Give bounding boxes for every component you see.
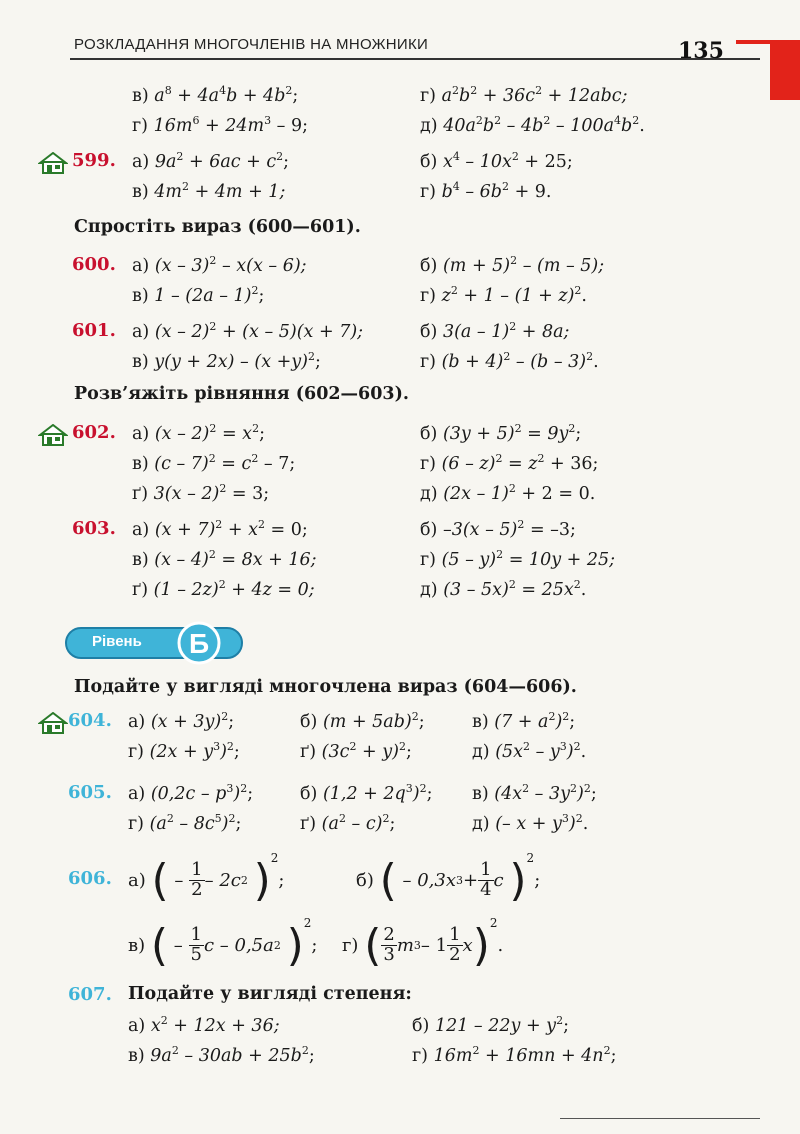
item-602-v: в) $(c - 7)^2 = c^2 - 7$; <box>132 452 296 474</box>
item-603-g2: ґ) (1 – 2z)$^2$ + 4z = 0; <box>132 578 315 600</box>
exercise-number-605: 605. <box>68 782 112 803</box>
item-602-a: а) $(x - 2)^2 = x^2$; <box>132 422 265 444</box>
level-word: Рівень <box>92 633 142 650</box>
item-604-v: в) $(7 + a^2)^2$; <box>472 710 576 732</box>
item-602-g: г) $(6 - z)^2 = z^2 + 36$; <box>420 452 599 474</box>
exercise-number-606: 606. <box>68 868 112 889</box>
item-606-b: б) ( – 0,3x 3 + $\frac{1}{4}$ c ) 2 ; <box>356 851 541 906</box>
item-603-d: д) $(3 - 5x)^2 = 25x^2$. <box>420 578 587 600</box>
footer-rule <box>560 1118 760 1119</box>
item-601-b: б) 3(a – 1)$^2$ + 8a; <box>420 320 570 342</box>
item-600-v: в) 1 – (2a – 1)$^2$; <box>132 284 265 306</box>
item-601-a: а) (x – 2)$^2$ + (x – 5)(x + 7); <box>132 320 364 342</box>
header-rule <box>70 58 760 60</box>
item-603-a: а) $(x + 7)^2 + x^2 = 0$; <box>132 518 308 540</box>
item-606-a: а) ( – $\frac{1}{2}$ – 2c 2 ) 2 ; <box>128 851 285 906</box>
item-605-d: д) (– $x + y^3)^2$. <box>472 812 589 834</box>
exercise-number-604: 604. <box>68 710 112 731</box>
item-600-a: а) (x – 3)$^2$ – x(x – 6); <box>132 254 307 276</box>
red-corner-tab <box>736 40 800 100</box>
item-600-b: б) $(m + 5)^2 - (m - 5)$; <box>420 254 605 276</box>
level-letter: Б <box>188 628 210 659</box>
item-601-g: г) $(b + 4)^2 - (b - 3)^2$. <box>420 350 599 372</box>
item-606-v: в) ( – $\frac{1}{5}$ c – 0,5a 2 ) 2 ; <box>128 916 318 971</box>
item-599-v: в) $4m^2 + 4m + 1$; <box>132 180 286 202</box>
homework-house-icon <box>38 424 68 446</box>
chapter-title: РОЗКЛАДАННЯ МНОГОЧЛЕНІВ НА МНОЖНИКИ <box>74 36 429 53</box>
item-604-a: а) $(x + 3y)^2$; <box>128 710 235 732</box>
item-598-g: г) $a^2b^2 + 36c^2 + 12abc$; <box>420 84 628 106</box>
item-599-g: г) $b^4 - 6b^2 + 9$. <box>420 180 552 202</box>
item-607-v: в) $9a^2 - 30ab + 25b^2$; <box>128 1044 315 1066</box>
item-605-v: в) $(4x^2 - 3y^2)^2$; <box>472 782 597 804</box>
item-599-a: а) $9a^2 + 6ac + c^2$; <box>132 150 290 172</box>
item-604-g: г) $(2x + y^3)^2$; <box>128 740 240 762</box>
instruction-simplify: Спростіть вираз (600—601). <box>74 217 361 237</box>
exercise-number-600: 600. <box>72 254 116 275</box>
exercise-number-601: 601. <box>72 320 116 341</box>
item-601-v: в) $y(y + 2x) - (x +y)^2$; <box>132 350 321 372</box>
homework-house-icon <box>38 712 68 734</box>
item-603-v: в) (x – 4)$^2$ = 8x + 16; <box>132 548 317 570</box>
item-605-g: г) $(a^2 - 8c^5)^2$; <box>128 812 242 834</box>
item-607-a: а) $x^2 + 12x + 36$; <box>128 1014 280 1036</box>
item-602-g2: ґ) 3(x – 2)$^2$ = 3; <box>132 482 270 504</box>
item-605-b: б) $(1,2 + 2q^3)^2$; <box>300 782 433 804</box>
exercise-number-607: 607. <box>68 984 112 1005</box>
item-603-g: г) (5 – y)$^2$ = 10y + 25; <box>420 548 616 570</box>
exercise-number-602: 602. <box>72 422 116 443</box>
homework-house-icon <box>38 152 68 174</box>
item-600-g: г) $z^2 + 1 - (1 + z)^2$. <box>420 284 587 306</box>
exercise-number-599: 599. <box>72 150 116 171</box>
item-607-b: б) $121 - 22y + y^2$; <box>412 1014 569 1036</box>
instruction-polynomial: Подайте у вигляді многочлена вираз (604—606). <box>74 677 577 697</box>
item-598-v: в) $a^8 + 4a^4b + 4b^2$; <box>132 84 299 106</box>
item-604-g2: ґ) $(3c^2 + y)^2$; <box>300 740 412 762</box>
item-605-g2: ґ) $(a^2 - c)^2$; <box>300 812 396 834</box>
item-602-d: д) (2x – 1)$^2$ + 2 = 0. <box>420 482 596 504</box>
item-606-g: г) ( $\frac{2}{3}$ m 3 – 1 $\frac{1}{2}$ x ) 2 . <box>342 916 504 971</box>
item-607-g: г) $16m^2 + 16mn + 4n^2$; <box>412 1044 617 1066</box>
instruction-solve: Розв’яжіть рівняння (602—603). <box>74 384 409 404</box>
item-602-b: б) $(3y + 5)^2 = 9y^2$; <box>420 422 582 444</box>
item-604-d: д) $(5x^2 - y^3)^2$. <box>472 740 587 762</box>
item-598-d: д) $40a^2b^2 - 4b^2 - 100a^4b^2$. <box>420 114 645 136</box>
item-604-b: б) $(m + 5ab)^2$; <box>300 710 425 732</box>
item-598-g2: г) $16m^6 + 24m^3 - 9$; <box>132 114 309 136</box>
exercise-number-603: 603. <box>72 518 116 539</box>
item-605-a: а) $(0,2c - p^3)^2$; <box>128 782 254 804</box>
item-603-b: б) –3(x – 5)$^2$ = –3; <box>420 518 576 540</box>
item-599-b: б) $x^4 - 10x^2 + 25$; <box>420 150 573 172</box>
exercise-607-title: Подайте у вигляді степеня: <box>128 984 412 1004</box>
page-number: 135 <box>678 38 724 64</box>
